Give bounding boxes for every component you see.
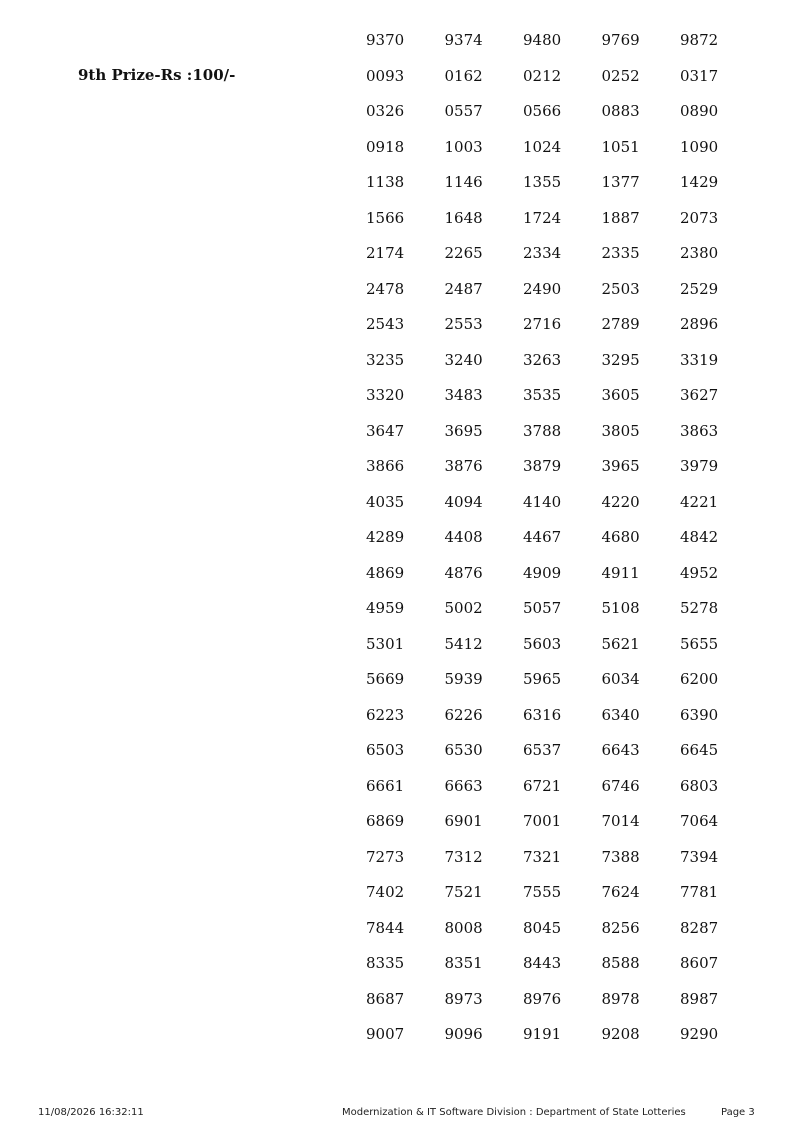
- winning-number: 5301: [366, 634, 405, 653]
- winning-number: 7781: [680, 883, 719, 901]
- winning-number: 4467: [523, 528, 562, 546]
- winning-number: 2335: [601, 244, 640, 262]
- winning-number: 4959: [366, 599, 405, 617]
- number-row: [366, 810, 759, 846]
- number-row: [366, 278, 759, 314]
- winning-number: 9208: [601, 1025, 640, 1043]
- winning-number: 2716: [523, 315, 562, 333]
- winning-number: 2487: [444, 279, 483, 298]
- winning-number: 6663: [444, 776, 483, 795]
- winning-number: 2543: [366, 315, 405, 333]
- number-row: [366, 952, 759, 988]
- winning-number: 9769: [601, 31, 640, 49]
- winning-number: 8335: [366, 954, 405, 972]
- winning-number: 3605: [601, 386, 640, 404]
- number-row: [366, 349, 759, 385]
- winning-number: 7321: [523, 847, 562, 866]
- winning-number: 6661: [366, 776, 405, 795]
- winning-number: 3295: [601, 350, 640, 369]
- winning-number: 6340: [601, 705, 640, 724]
- winning-number: 9007: [366, 1025, 405, 1043]
- winning-number: 0557: [444, 102, 483, 120]
- winning-number: 6530: [444, 741, 483, 759]
- winning-number: 4842: [680, 528, 719, 546]
- winning-number: 6390: [680, 705, 719, 724]
- winning-number: 7394: [680, 847, 719, 866]
- winning-number: 4408: [444, 528, 483, 546]
- winning-number: 1724: [523, 208, 562, 227]
- winning-number: 1429: [680, 173, 719, 191]
- winning-number: 7555: [523, 883, 562, 901]
- winning-number: 1566: [366, 208, 405, 227]
- winning-number: 5412: [444, 634, 483, 653]
- number-row: [366, 597, 759, 633]
- winning-number: 1003: [444, 137, 483, 156]
- winning-number: 3788: [523, 421, 562, 440]
- winning-number: 6721: [523, 776, 562, 795]
- winning-number: 4952: [680, 563, 719, 582]
- winning-number: 5002: [444, 599, 483, 617]
- winning-number: 8008: [444, 918, 483, 937]
- winning-number: 2265: [444, 244, 483, 262]
- winning-number: 3979: [680, 457, 719, 475]
- winning-number: 4094: [444, 492, 483, 511]
- winning-number: 1090: [680, 137, 719, 156]
- winning-number: 2490: [523, 279, 562, 298]
- winning-number: 9096: [444, 1025, 483, 1043]
- winning-number: 6645: [680, 741, 719, 759]
- winning-number: 8256: [601, 918, 640, 937]
- winning-number: 3320: [366, 386, 405, 404]
- winning-number: 3866: [366, 457, 405, 475]
- number-row: [366, 491, 759, 527]
- winning-number: 3647: [366, 421, 405, 440]
- winning-number: 2334: [523, 244, 562, 262]
- winning-number: 4869: [366, 563, 405, 582]
- winning-number: 1377: [601, 173, 640, 191]
- winning-number: 4289: [366, 528, 405, 546]
- winning-number: 6226: [444, 705, 483, 724]
- winning-number: 1024: [523, 137, 562, 156]
- number-row: [366, 207, 759, 243]
- winning-number: 2553: [444, 315, 483, 333]
- winning-number: 4680: [601, 528, 640, 546]
- winning-number: 0566: [523, 102, 562, 120]
- winning-number: 5278: [680, 599, 719, 617]
- winning-number: 3695: [444, 421, 483, 440]
- winning-number: 2380: [680, 244, 719, 262]
- winning-number: 4035: [366, 492, 405, 511]
- winning-number: 3627: [680, 386, 719, 404]
- winning-number: 3240: [444, 350, 483, 369]
- number-row: [366, 313, 759, 349]
- winning-number: 1051: [601, 137, 640, 156]
- number-row: [366, 171, 759, 207]
- winning-number: 2529: [680, 279, 719, 298]
- winning-number: 9370: [366, 31, 405, 49]
- winning-number: 5939: [444, 670, 483, 688]
- winning-number: 4220: [601, 492, 640, 511]
- footer-page-number: Page 3: [721, 1107, 755, 1118]
- winning-number: 5603: [523, 634, 562, 653]
- footer-timestamp: 11/08/2026 16:32:11: [38, 1107, 144, 1118]
- winning-number: 5621: [601, 634, 640, 653]
- winning-number: 0890: [680, 102, 719, 120]
- winning-number: 6803: [680, 776, 719, 795]
- winning-number: 7312: [444, 847, 483, 866]
- winning-number: 5669: [366, 670, 405, 688]
- winning-number: 7001: [523, 812, 562, 830]
- number-row: [366, 739, 759, 775]
- winning-number: 6643: [601, 741, 640, 759]
- number-row: [366, 65, 759, 101]
- winning-number: 9480: [523, 31, 562, 49]
- winning-number: 6503: [366, 741, 405, 759]
- winning-number: 4221: [680, 492, 719, 511]
- winning-number: 7624: [601, 883, 640, 901]
- winning-number: 0252: [601, 66, 640, 85]
- number-row: [366, 526, 759, 562]
- winning-number: 9191: [523, 1025, 562, 1043]
- winning-number: 8607: [680, 954, 719, 972]
- winning-number: 8045: [523, 918, 562, 937]
- winning-number: 6316: [523, 705, 562, 724]
- winning-number: 1355: [523, 173, 562, 191]
- winning-number: 6869: [366, 812, 405, 830]
- winning-number: 8987: [680, 989, 719, 1008]
- number-row: [366, 668, 759, 704]
- winning-number: 4909: [523, 563, 562, 582]
- winning-number: 0093: [366, 66, 405, 85]
- winning-numbers-grid: [366, 29, 759, 1059]
- winning-number: 2789: [601, 315, 640, 333]
- winning-number: 8443: [523, 954, 562, 972]
- winning-number: 8973: [444, 989, 483, 1008]
- winning-number: 6223: [366, 705, 405, 724]
- winning-number: 4911: [601, 563, 640, 582]
- winning-number: 3965: [601, 457, 640, 475]
- winning-number: 2478: [366, 279, 405, 298]
- winning-number: 5965: [523, 670, 562, 688]
- number-row: [366, 136, 759, 172]
- winning-number: 6901: [444, 812, 483, 830]
- number-row: [366, 562, 759, 598]
- number-row: [366, 384, 759, 420]
- winning-number: 9374: [444, 31, 483, 49]
- winning-number: 0326: [366, 102, 405, 120]
- winning-number: 8978: [601, 989, 640, 1008]
- winning-number: 3235: [366, 350, 405, 369]
- winning-number: 7273: [366, 847, 405, 866]
- winning-number: 0918: [366, 137, 405, 156]
- number-row: [366, 242, 759, 278]
- winning-number: 8687: [366, 989, 405, 1008]
- winning-number: 8287: [680, 918, 719, 937]
- winning-number: 5108: [601, 599, 640, 617]
- winning-number: 7402: [366, 883, 405, 901]
- number-row: [366, 917, 759, 953]
- winning-number: 6537: [523, 741, 562, 759]
- winning-number: 2073: [680, 208, 719, 227]
- winning-number: 2896: [680, 315, 719, 333]
- number-row: [366, 988, 759, 1024]
- number-row: [366, 100, 759, 136]
- winning-number: 7388: [601, 847, 640, 866]
- winning-number: 6746: [601, 776, 640, 795]
- winning-number: 8588: [601, 954, 640, 972]
- winning-number: 3263: [523, 350, 562, 369]
- number-row: [366, 633, 759, 669]
- winning-number: 8351: [444, 954, 483, 972]
- winning-number: 9290: [680, 1025, 719, 1043]
- winning-number: 3535: [523, 386, 562, 404]
- number-row: [366, 775, 759, 811]
- number-row: [366, 846, 759, 882]
- winning-number: 7014: [601, 812, 640, 830]
- winning-number: 1138: [366, 173, 405, 191]
- number-row: [366, 704, 759, 740]
- number-row: [366, 29, 759, 65]
- winning-number: 7064: [680, 812, 719, 830]
- winning-number: 6200: [680, 670, 719, 688]
- footer-organization: Modernization & IT Software Division : Department of State Lotteries: [342, 1107, 686, 1118]
- number-row: [366, 420, 759, 456]
- winning-number: 1887: [601, 208, 640, 227]
- prize-label: 9th Prize-Rs :100/-: [78, 66, 236, 84]
- number-row: [366, 455, 759, 491]
- winning-number: 2174: [366, 244, 405, 262]
- winning-number: 2503: [601, 279, 640, 298]
- winning-number: 4876: [444, 563, 483, 582]
- winning-number: 6034: [601, 670, 640, 688]
- number-row: [366, 1023, 759, 1059]
- winning-number: 3319: [680, 350, 719, 369]
- winning-number: 5057: [523, 599, 562, 617]
- winning-number: 4140: [523, 492, 562, 511]
- winning-number: 3863: [680, 421, 719, 440]
- winning-number: 0883: [601, 102, 640, 120]
- winning-number: 5655: [680, 634, 719, 653]
- winning-number: 0162: [444, 66, 483, 85]
- winning-number: 7844: [366, 918, 405, 937]
- winning-number: 3879: [523, 457, 562, 475]
- winning-number: 3483: [444, 386, 483, 404]
- winning-number: 9872: [680, 31, 719, 49]
- number-row: [366, 881, 759, 917]
- winning-number: 0212: [523, 66, 562, 85]
- winning-number: 3876: [444, 457, 483, 475]
- winning-number: 8976: [523, 989, 562, 1008]
- winning-number: 3805: [601, 421, 640, 440]
- winning-number: 1648: [444, 208, 483, 227]
- winning-number: 0317: [680, 66, 719, 85]
- winning-number: 1146: [444, 173, 483, 191]
- winning-number: 7521: [444, 883, 483, 901]
